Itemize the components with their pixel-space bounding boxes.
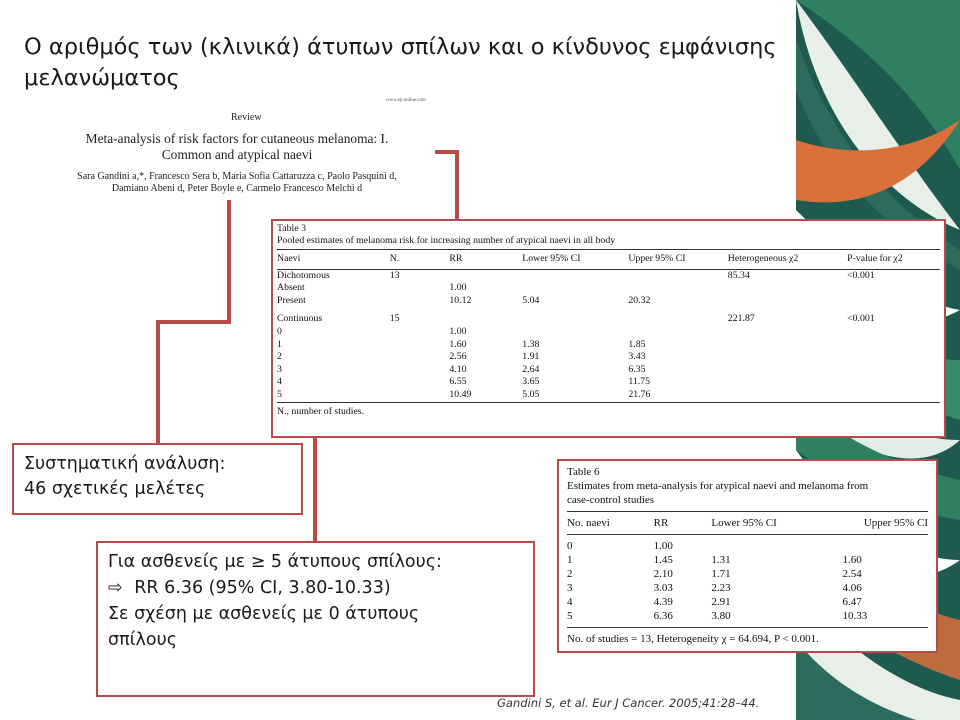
table-cell xyxy=(628,269,727,282)
column-header: Upper 95% CI xyxy=(831,512,929,535)
table-cell: Present xyxy=(277,294,306,306)
table-row xyxy=(567,595,928,609)
table-footnote: No. of studies = 13, Heterogeneity χ = 64.694, P < 0.001. xyxy=(567,628,928,647)
callout-line: Συστηματική ανάλυση: xyxy=(24,454,226,474)
table-cell: 6.47 xyxy=(842,596,862,608)
table-cell xyxy=(728,351,847,364)
table-cell: 10.33 xyxy=(842,610,868,622)
table-header-row xyxy=(277,250,940,270)
table-cell: 4 xyxy=(277,376,282,388)
table-cell: 2.56 xyxy=(449,351,467,363)
table-cell xyxy=(847,282,940,295)
table-row xyxy=(277,339,940,352)
callout-result xyxy=(96,541,535,697)
table-cell xyxy=(390,295,450,308)
table-cell xyxy=(390,364,450,377)
table-cell: 1.45 xyxy=(653,554,673,566)
table-cell xyxy=(847,295,940,308)
table-cell: <0.001 xyxy=(847,313,875,325)
column-header: N. xyxy=(390,250,450,270)
authors-line: Damiano Abeni d, Peter Boyle e, Carmelo Francesco Melchi d xyxy=(111,183,363,194)
table-cell xyxy=(728,326,847,339)
citation: Gandini S, et al. Eur J Cancer. 2005;41:28–44. xyxy=(497,696,760,710)
table-cell: 3.43 xyxy=(628,351,646,363)
callout-systematic-review xyxy=(12,443,303,515)
column-header: RR xyxy=(449,250,522,270)
table-cell xyxy=(390,376,450,389)
column-header: Heterogeneous χ2 xyxy=(728,250,847,270)
table-cell xyxy=(728,376,847,389)
table-row xyxy=(567,609,928,628)
table-row xyxy=(567,553,928,567)
table-cell xyxy=(847,376,940,389)
table-cell xyxy=(728,339,847,352)
table-cell: 1.91 xyxy=(522,351,540,363)
table-cell: 2 xyxy=(277,351,282,363)
table-row xyxy=(567,581,928,595)
table-row xyxy=(567,567,928,581)
table-cell: 2.54 xyxy=(842,568,862,580)
table-cell xyxy=(847,389,940,402)
table-cell: 13 xyxy=(389,269,400,281)
table-row xyxy=(277,376,940,389)
table-cell xyxy=(847,339,940,352)
table-cell: 2 xyxy=(567,568,573,580)
table-caption: case-control studies xyxy=(567,494,655,506)
table-3 xyxy=(271,219,946,438)
callout-line: Για ασθενείς με ≥ 5 άτυπους σπίλους: xyxy=(108,552,442,572)
paper-section: Review xyxy=(231,112,262,123)
table-cell xyxy=(522,307,628,326)
table-cell xyxy=(449,269,522,282)
table-cell: 3 xyxy=(567,582,573,594)
table-cell: Continuous xyxy=(277,313,323,325)
table-row xyxy=(277,351,940,364)
table-cell: 1.60 xyxy=(842,554,862,566)
table-cell: 0 xyxy=(567,540,573,552)
table-6-grid xyxy=(567,511,928,646)
table-cell xyxy=(628,326,727,339)
paper-title-line: Meta-analysis of risk factors for cutaneous melanoma: I. xyxy=(85,131,389,146)
callout-line xyxy=(108,575,523,601)
table-cell: 1.60 xyxy=(449,338,467,350)
table-row xyxy=(277,326,940,339)
table-cell: <0.001 xyxy=(847,269,875,281)
table-cell: 4 xyxy=(567,596,573,608)
table-cell: 3.65 xyxy=(522,376,540,388)
table-cell: 2.23 xyxy=(711,582,731,594)
table-cell xyxy=(390,351,450,364)
table-cell: 20.32 xyxy=(628,294,651,306)
table-cell: 10.12 xyxy=(449,294,472,306)
table-row xyxy=(277,269,940,282)
table-cell: Absent xyxy=(277,282,305,294)
callout-line: σπίλους xyxy=(108,630,178,650)
column-header: No. naevi xyxy=(567,512,654,535)
table-cell: 11.75 xyxy=(628,376,651,388)
table-cell: 2.64 xyxy=(522,363,540,375)
table-cell xyxy=(522,326,628,339)
table-cell xyxy=(390,339,450,352)
table-cell: 1.00 xyxy=(449,325,467,337)
table-cell xyxy=(728,389,847,402)
table-cell: 4.39 xyxy=(653,596,673,608)
table-cell: 4.10 xyxy=(449,363,467,375)
table-cell xyxy=(728,282,847,295)
table-cell: 10.49 xyxy=(449,388,472,400)
table-cell xyxy=(449,307,522,326)
table-cell xyxy=(628,307,727,326)
table-footnote-row xyxy=(277,402,940,418)
table-caption: Pooled estimates of melanoma risk for increasing number of atypical naevi in all body xyxy=(277,235,616,246)
column-header: Lower 95% CI xyxy=(522,250,628,270)
table-cell: 4.06 xyxy=(842,582,862,594)
table-cell: 6.35 xyxy=(628,363,646,375)
table-caption: Estimates from meta-analysis for atypical naevi and melanoma from xyxy=(567,480,869,492)
table-cell xyxy=(522,282,628,295)
table-row xyxy=(277,282,940,295)
table-cell: 3.03 xyxy=(653,582,673,594)
table-row xyxy=(277,307,940,326)
table-cell: 1.71 xyxy=(711,568,731,580)
column-header: Upper 95% CI xyxy=(628,250,727,270)
table-row xyxy=(277,295,940,308)
table-label: Table 6 xyxy=(567,466,600,478)
table-cell: 1.85 xyxy=(628,338,646,350)
table-cell xyxy=(711,535,830,554)
table-cell: 5 xyxy=(277,388,282,400)
slide-title: Ο αριθμός των (κλινικά) άτυπων σπίλων και ο κίνδυνος εμφάνισης μελανώματος xyxy=(24,34,777,91)
table-cell xyxy=(847,351,940,364)
table-cell: 221.87 xyxy=(727,313,755,325)
table-cell: 21.76 xyxy=(628,388,651,400)
table-cell: 85.34 xyxy=(727,269,750,281)
callout-line: Σε σχέση με ασθενείς με 0 άτυπους xyxy=(108,604,420,624)
callout-line: 46 σχετικές μελέτες xyxy=(24,479,206,499)
table-6 xyxy=(557,459,938,653)
table-cell xyxy=(728,364,847,377)
table-row xyxy=(277,389,940,402)
table-cell: 1.38 xyxy=(522,338,540,350)
table-cell: 3 xyxy=(277,363,282,375)
table-row xyxy=(567,535,928,554)
column-header: Lower 95% CI xyxy=(711,512,830,535)
table-cell: 2.91 xyxy=(711,596,731,608)
table-cell: 6.55 xyxy=(449,376,467,388)
table-cell: 5 xyxy=(567,610,573,622)
relative-risk-text: RR 6.36 (95% CI, 3.80-10.33) xyxy=(134,578,391,598)
table-cell xyxy=(390,282,450,295)
table-cell xyxy=(522,269,628,282)
arrow-right-icon: ⇨ xyxy=(108,578,123,598)
column-header: Naevi xyxy=(277,250,390,270)
table-cell xyxy=(390,326,450,339)
column-header: P-value for χ2 xyxy=(847,250,940,270)
table-cell: 2.10 xyxy=(653,568,673,580)
table-cell: 5.05 xyxy=(522,388,540,400)
table-3-grid xyxy=(277,249,940,418)
table-cell: 1.00 xyxy=(449,282,467,294)
table-cell: 6.36 xyxy=(653,610,673,622)
table-cell xyxy=(628,282,727,295)
column-header: RR xyxy=(654,512,712,535)
table-cell xyxy=(831,535,929,554)
table-footnote-row xyxy=(567,628,928,647)
paper-title-line: Common and atypical naevi xyxy=(161,147,313,162)
table-footnote: N., number of studies. xyxy=(277,402,940,418)
table-cell: 0 xyxy=(277,325,282,337)
authors-line: Sara Gandini a,*, Francesco Sera b, Maria Sofia Cattaruzza c, Paolo Pasquini d, xyxy=(77,171,397,182)
table-cell xyxy=(847,326,940,339)
table-cell xyxy=(390,389,450,402)
table-cell: 1 xyxy=(567,554,573,566)
table-header-row xyxy=(567,512,928,535)
table-cell: 1.31 xyxy=(711,554,731,566)
table-cell xyxy=(847,364,940,377)
paper-authors xyxy=(36,171,438,195)
table-cell xyxy=(728,295,847,308)
journal-url: www.ejconline.com xyxy=(386,98,426,103)
table-cell: 15 xyxy=(389,313,400,325)
table-cell: Dichotomous xyxy=(277,269,330,281)
table-cell: 1.00 xyxy=(653,540,673,552)
table-cell: 1 xyxy=(277,338,282,350)
table-cell: 3.80 xyxy=(711,610,731,622)
table-cell: 5.04 xyxy=(522,294,540,306)
table-label: Table 3 xyxy=(277,223,306,234)
table-row xyxy=(277,364,940,377)
paper-title xyxy=(36,131,438,163)
